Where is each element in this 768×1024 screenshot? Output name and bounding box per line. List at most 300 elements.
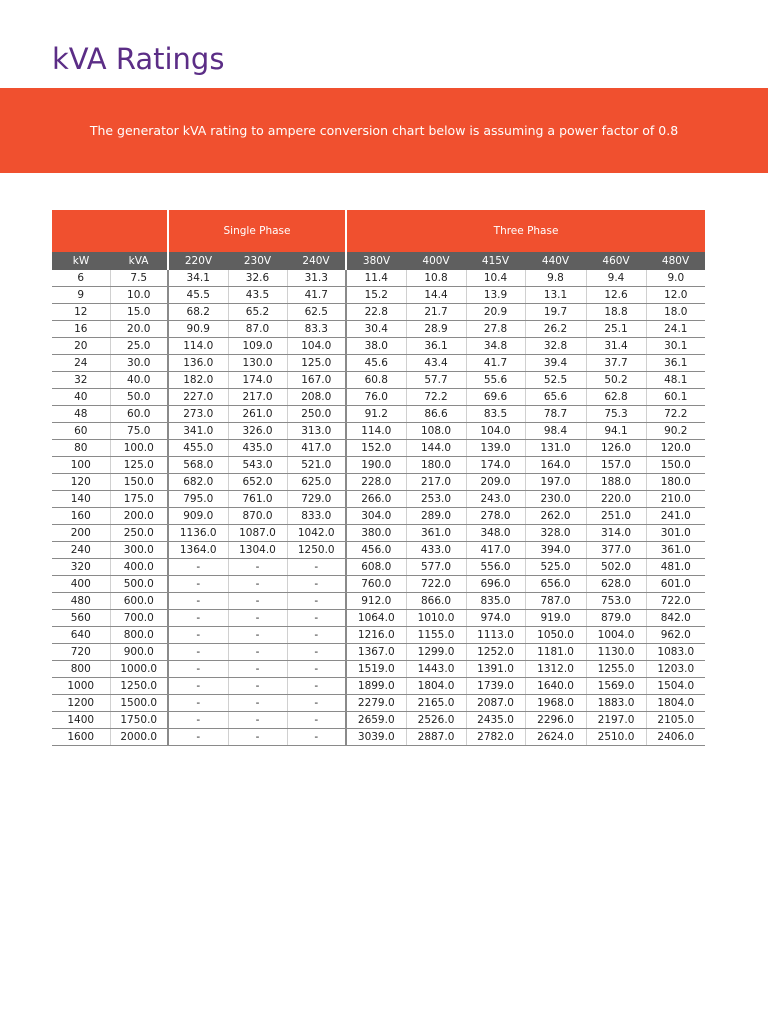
- table-cell: -: [168, 576, 228, 593]
- table-cell: -: [168, 559, 228, 576]
- table-cell: 208.0: [287, 389, 346, 406]
- table-cell: 835.0: [466, 593, 525, 610]
- table-cell: 879.0: [586, 610, 646, 627]
- table-cell: 48.1: [646, 372, 705, 389]
- table-cell: 114.0: [168, 338, 228, 355]
- table-cell: -: [287, 729, 346, 746]
- table-cell: 72.2: [406, 389, 466, 406]
- table-cell: 652.0: [228, 474, 287, 491]
- table-cell: 43.5: [228, 287, 287, 304]
- table-cell: 78.7: [525, 406, 586, 423]
- table-row: [52, 559, 705, 576]
- table-cell: -: [168, 678, 228, 695]
- table-cell: 174.0: [466, 457, 525, 474]
- table-cell: 962.0: [646, 627, 705, 644]
- table-cell: 75.3: [586, 406, 646, 423]
- table-cell: 912.0: [346, 593, 406, 610]
- table-cell: 761.0: [228, 491, 287, 508]
- table-row: [52, 270, 705, 287]
- table-cell: 1304.0: [228, 542, 287, 559]
- table-cell: 833.0: [287, 508, 346, 525]
- table-cell: 72.2: [646, 406, 705, 423]
- table-row: [52, 627, 705, 644]
- table-cell: 2000.0: [110, 729, 168, 746]
- table-cell: 787.0: [525, 593, 586, 610]
- table-cell: 682.0: [168, 474, 228, 491]
- table-cell: 104.0: [466, 423, 525, 440]
- table-cell: 1200: [52, 695, 110, 712]
- table-cell: 568.0: [168, 457, 228, 474]
- table-cell: 200.0: [110, 508, 168, 525]
- table-cell: 753.0: [586, 593, 646, 610]
- table-cell: 2087.0: [466, 695, 525, 712]
- table-cell: 68.2: [168, 304, 228, 321]
- table-cell: 1569.0: [586, 678, 646, 695]
- table-cell: 40: [52, 389, 110, 406]
- table-cell: 1252.0: [466, 644, 525, 661]
- table-cell: 1064.0: [346, 610, 406, 627]
- table-cell: 2782.0: [466, 729, 525, 746]
- table-cell: 34.1: [168, 270, 228, 287]
- table-cell: 65.6: [525, 389, 586, 406]
- table-cell: 1255.0: [586, 661, 646, 678]
- table-cell: -: [168, 661, 228, 678]
- table-cell: 20.9: [466, 304, 525, 321]
- table-cell: -: [228, 610, 287, 627]
- table-cell: -: [228, 729, 287, 746]
- column-header-415v: 415V: [466, 252, 525, 270]
- table-cell: 2165.0: [406, 695, 466, 712]
- table-cell: 456.0: [346, 542, 406, 559]
- table-cell: 2435.0: [466, 712, 525, 729]
- table-cell: 36.1: [406, 338, 466, 355]
- table-cell: 31.4: [586, 338, 646, 355]
- table-cell: 188.0: [586, 474, 646, 491]
- table-cell: 75.0: [110, 423, 168, 440]
- table-cell: 86.6: [406, 406, 466, 423]
- table-cell: 34.8: [466, 338, 525, 355]
- table-cell: 2510.0: [586, 729, 646, 746]
- table-cell: 24.1: [646, 321, 705, 338]
- table-cell: 1367.0: [346, 644, 406, 661]
- table-cell: 1312.0: [525, 661, 586, 678]
- table-cell: 30.0: [110, 355, 168, 372]
- table-cell: 1739.0: [466, 678, 525, 695]
- group-header-single-phase: Single Phase: [168, 210, 346, 252]
- table-cell: 174.0: [228, 372, 287, 389]
- table-cell: 13.1: [525, 287, 586, 304]
- table-cell: -: [287, 559, 346, 576]
- table-cell: -: [168, 729, 228, 746]
- table-row: [52, 661, 705, 678]
- table-cell: 560: [52, 610, 110, 627]
- table-cell: 729.0: [287, 491, 346, 508]
- column-header-400v: 400V: [406, 252, 466, 270]
- table-cell: 1968.0: [525, 695, 586, 712]
- table-cell: 130.0: [228, 355, 287, 372]
- table-cell: 1299.0: [406, 644, 466, 661]
- table-cell: 52.5: [525, 372, 586, 389]
- table-cell: 3039.0: [346, 729, 406, 746]
- table-cell: 9.8: [525, 270, 586, 287]
- table-cell: 22.8: [346, 304, 406, 321]
- table-row: [52, 593, 705, 610]
- table-cell: 435.0: [228, 440, 287, 457]
- table-cell: -: [287, 610, 346, 627]
- table-cell: 180.0: [406, 457, 466, 474]
- table-cell: 1500.0: [110, 695, 168, 712]
- table-cell: 18.8: [586, 304, 646, 321]
- table-cell: 543.0: [228, 457, 287, 474]
- table-cell: 502.0: [586, 559, 646, 576]
- table-cell: 250.0: [287, 406, 346, 423]
- table-cell: 628.0: [586, 576, 646, 593]
- column-header-kw: kW: [52, 252, 110, 270]
- table-cell: 262.0: [525, 508, 586, 525]
- table-cell: 197.0: [525, 474, 586, 491]
- table-cell: 1443.0: [406, 661, 466, 678]
- table-cell: 220.0: [586, 491, 646, 508]
- table-cell: 120: [52, 474, 110, 491]
- table-cell: -: [228, 695, 287, 712]
- table-cell: -: [287, 661, 346, 678]
- table-cell: 2624.0: [525, 729, 586, 746]
- table-cell: 167.0: [287, 372, 346, 389]
- table-cell: -: [228, 627, 287, 644]
- table-cell: 1155.0: [406, 627, 466, 644]
- table-cell: 15.0: [110, 304, 168, 321]
- table-cell: 341.0: [168, 423, 228, 440]
- table-cell: 266.0: [346, 491, 406, 508]
- table-cell: 2279.0: [346, 695, 406, 712]
- table-cell: 210.0: [646, 491, 705, 508]
- table-cell: 1216.0: [346, 627, 406, 644]
- table-cell: 2296.0: [525, 712, 586, 729]
- table-row: [52, 304, 705, 321]
- table-cell: 27.8: [466, 321, 525, 338]
- table-cell: 32.8: [525, 338, 586, 355]
- table-cell: 31.3: [287, 270, 346, 287]
- table-cell: -: [287, 576, 346, 593]
- table-cell: 500.0: [110, 576, 168, 593]
- table-cell: 11.4: [346, 270, 406, 287]
- table-cell: -: [228, 661, 287, 678]
- table-cell: 12.0: [646, 287, 705, 304]
- table-row: [52, 610, 705, 627]
- table-cell: 164.0: [525, 457, 586, 474]
- table-cell: 87.0: [228, 321, 287, 338]
- table-cell: 521.0: [287, 457, 346, 474]
- table-cell: 94.1: [586, 423, 646, 440]
- table-cell: 83.5: [466, 406, 525, 423]
- table-cell: 656.0: [525, 576, 586, 593]
- column-header-380v: 380V: [346, 252, 406, 270]
- table-row: [52, 695, 705, 712]
- table-cell: 32: [52, 372, 110, 389]
- table-cell: 41.7: [466, 355, 525, 372]
- table-cell: 136.0: [168, 355, 228, 372]
- table-row: [52, 423, 705, 440]
- table-cell: 6: [52, 270, 110, 287]
- table-cell: 866.0: [406, 593, 466, 610]
- table-cell: 289.0: [406, 508, 466, 525]
- group-header-row: [52, 210, 705, 252]
- table-cell: 43.4: [406, 355, 466, 372]
- table-cell: 601.0: [646, 576, 705, 593]
- table-cell: 109.0: [228, 338, 287, 355]
- table-cell: 60.0: [110, 406, 168, 423]
- table-cell: 400.0: [110, 559, 168, 576]
- table-cell: 417.0: [287, 440, 346, 457]
- table-cell: 608.0: [346, 559, 406, 576]
- table-row: [52, 457, 705, 474]
- table-cell: 37.7: [586, 355, 646, 372]
- table-cell: 1010.0: [406, 610, 466, 627]
- table-cell: 241.0: [646, 508, 705, 525]
- table-cell: 243.0: [466, 491, 525, 508]
- group-header-three-phase: Three Phase: [346, 210, 705, 252]
- table-cell: 1883.0: [586, 695, 646, 712]
- table-cell: 230.0: [525, 491, 586, 508]
- table-cell: 98.4: [525, 423, 586, 440]
- table-cell: 2197.0: [586, 712, 646, 729]
- table-cell: -: [228, 644, 287, 661]
- table-cell: 126.0: [586, 440, 646, 457]
- table-cell: 1087.0: [228, 525, 287, 542]
- table-cell: -: [287, 644, 346, 661]
- table-cell: -: [228, 712, 287, 729]
- table-cell: 139.0: [466, 440, 525, 457]
- table-row: [52, 287, 705, 304]
- table-cell: 228.0: [346, 474, 406, 491]
- table-cell: 1000: [52, 678, 110, 695]
- table-cell: 14.4: [406, 287, 466, 304]
- table-cell: -: [228, 593, 287, 610]
- table-cell: 10.0: [110, 287, 168, 304]
- table-cell: 1136.0: [168, 525, 228, 542]
- table-cell: -: [287, 678, 346, 695]
- table-row: [52, 525, 705, 542]
- table-cell: 140: [52, 491, 110, 508]
- table-cell: 722.0: [646, 593, 705, 610]
- table-cell: 380.0: [346, 525, 406, 542]
- column-header-220v: 220V: [168, 252, 228, 270]
- table-cell: 9: [52, 287, 110, 304]
- table-cell: 974.0: [466, 610, 525, 627]
- table-cell: 361.0: [406, 525, 466, 542]
- table-cell: 1004.0: [586, 627, 646, 644]
- table-cell: 800: [52, 661, 110, 678]
- table-cell: 39.4: [525, 355, 586, 372]
- group-header-blank: [52, 210, 168, 252]
- table-cell: 45.6: [346, 355, 406, 372]
- table-cell: 120.0: [646, 440, 705, 457]
- table-cell: 28.9: [406, 321, 466, 338]
- table-cell: 1804.0: [406, 678, 466, 695]
- table-cell: 1400: [52, 712, 110, 729]
- table-cell: 7.5: [110, 270, 168, 287]
- table-cell: 556.0: [466, 559, 525, 576]
- table-cell: 313.0: [287, 423, 346, 440]
- table-cell: 1504.0: [646, 678, 705, 695]
- table-cell: 209.0: [466, 474, 525, 491]
- table-body: [52, 270, 705, 746]
- table-cell: 32.6: [228, 270, 287, 287]
- table-cell: 320: [52, 559, 110, 576]
- table-cell: 842.0: [646, 610, 705, 627]
- table-cell: 48: [52, 406, 110, 423]
- table-cell: 62.5: [287, 304, 346, 321]
- table-cell: 157.0: [586, 457, 646, 474]
- column-header-kva: kVA: [110, 252, 168, 270]
- table-cell: 90.9: [168, 321, 228, 338]
- table-cell: 1130.0: [586, 644, 646, 661]
- table-cell: 30.1: [646, 338, 705, 355]
- table-cell: 1600: [52, 729, 110, 746]
- table-cell: 377.0: [586, 542, 646, 559]
- table-row: [52, 406, 705, 423]
- column-header-230v: 230V: [228, 252, 287, 270]
- table-cell: 40.0: [110, 372, 168, 389]
- table-cell: 600.0: [110, 593, 168, 610]
- table-cell: 60: [52, 423, 110, 440]
- table-row: [52, 712, 705, 729]
- table-cell: 696.0: [466, 576, 525, 593]
- table-cell: 10.8: [406, 270, 466, 287]
- table-cell: 253.0: [406, 491, 466, 508]
- table-cell: 76.0: [346, 389, 406, 406]
- table-cell: 480: [52, 593, 110, 610]
- table-cell: 10.4: [466, 270, 525, 287]
- table-row: [52, 338, 705, 355]
- table-row: [52, 508, 705, 525]
- table-cell: -: [228, 678, 287, 695]
- table-cell: 60.8: [346, 372, 406, 389]
- table-cell: 1250.0: [287, 542, 346, 559]
- table-cell: 36.1: [646, 355, 705, 372]
- table-cell: 433.0: [406, 542, 466, 559]
- table-cell: 304.0: [346, 508, 406, 525]
- table-cell: 114.0: [346, 423, 406, 440]
- table-cell: 65.2: [228, 304, 287, 321]
- table-cell: -: [168, 627, 228, 644]
- table-row: [52, 372, 705, 389]
- table-cell: 55.6: [466, 372, 525, 389]
- table-cell: 12: [52, 304, 110, 321]
- table-cell: 38.0: [346, 338, 406, 355]
- table-cell: 900.0: [110, 644, 168, 661]
- table-cell: 326.0: [228, 423, 287, 440]
- table-cell: -: [168, 644, 228, 661]
- table-cell: 26.2: [525, 321, 586, 338]
- table-cell: 300.0: [110, 542, 168, 559]
- table-cell: 24: [52, 355, 110, 372]
- table-cell: 2406.0: [646, 729, 705, 746]
- table-row: [52, 321, 705, 338]
- table-cell: 1042.0: [287, 525, 346, 542]
- table-cell: 30.4: [346, 321, 406, 338]
- table-cell: 9.0: [646, 270, 705, 287]
- table-row: [52, 491, 705, 508]
- table-cell: 240: [52, 542, 110, 559]
- table-cell: 25.1: [586, 321, 646, 338]
- table-cell: 217.0: [406, 474, 466, 491]
- table-cell: 180.0: [646, 474, 705, 491]
- table-cell: 1519.0: [346, 661, 406, 678]
- table-row: [52, 576, 705, 593]
- table-cell: -: [168, 712, 228, 729]
- info-banner: [0, 88, 768, 173]
- table-cell: 150.0: [110, 474, 168, 491]
- table-cell: 50.0: [110, 389, 168, 406]
- table-cell: -: [228, 576, 287, 593]
- table-cell: -: [287, 593, 346, 610]
- table-cell: 481.0: [646, 559, 705, 576]
- page-title: kVA Ratings: [52, 42, 225, 76]
- table-cell: 182.0: [168, 372, 228, 389]
- column-header-480v: 480V: [646, 252, 705, 270]
- column-header-440v: 440V: [525, 252, 586, 270]
- table-cell: 314.0: [586, 525, 646, 542]
- table-row: [52, 440, 705, 457]
- table-cell: 919.0: [525, 610, 586, 627]
- table-cell: 80: [52, 440, 110, 457]
- table-cell: 90.2: [646, 423, 705, 440]
- table-cell: 328.0: [525, 525, 586, 542]
- table-cell: 19.7: [525, 304, 586, 321]
- table-cell: 909.0: [168, 508, 228, 525]
- table-cell: 100.0: [110, 440, 168, 457]
- table-cell: 15.2: [346, 287, 406, 304]
- table-cell: 45.5: [168, 287, 228, 304]
- column-header-460v: 460V: [586, 252, 646, 270]
- table-cell: 250.0: [110, 525, 168, 542]
- table-cell: 41.7: [287, 287, 346, 304]
- table-cell: 625.0: [287, 474, 346, 491]
- table-cell: 361.0: [646, 542, 705, 559]
- table-cell: 800.0: [110, 627, 168, 644]
- table-cell: 870.0: [228, 508, 287, 525]
- table-cell: 2105.0: [646, 712, 705, 729]
- table-cell: 62.8: [586, 389, 646, 406]
- table-cell: 131.0: [525, 440, 586, 457]
- table-cell: 57.7: [406, 372, 466, 389]
- table-cell: 91.2: [346, 406, 406, 423]
- table-row: [52, 474, 705, 491]
- table-cell: 104.0: [287, 338, 346, 355]
- table-cell: -: [287, 712, 346, 729]
- table-cell: 2659.0: [346, 712, 406, 729]
- column-header-240v: 240V: [287, 252, 346, 270]
- table-cell: 83.3: [287, 321, 346, 338]
- table-cell: 125.0: [110, 457, 168, 474]
- table-cell: 108.0: [406, 423, 466, 440]
- table-cell: 1364.0: [168, 542, 228, 559]
- table-cell: 25.0: [110, 338, 168, 355]
- table-cell: 760.0: [346, 576, 406, 593]
- column-header-row: [52, 252, 705, 270]
- table-cell: 455.0: [168, 440, 228, 457]
- table-cell: 20: [52, 338, 110, 355]
- table-cell: 1113.0: [466, 627, 525, 644]
- table-cell: 175.0: [110, 491, 168, 508]
- table-cell: 1899.0: [346, 678, 406, 695]
- table-cell: 251.0: [586, 508, 646, 525]
- table-cell: 9.4: [586, 270, 646, 287]
- table-cell: 20.0: [110, 321, 168, 338]
- table-cell: 301.0: [646, 525, 705, 542]
- table-cell: 700.0: [110, 610, 168, 627]
